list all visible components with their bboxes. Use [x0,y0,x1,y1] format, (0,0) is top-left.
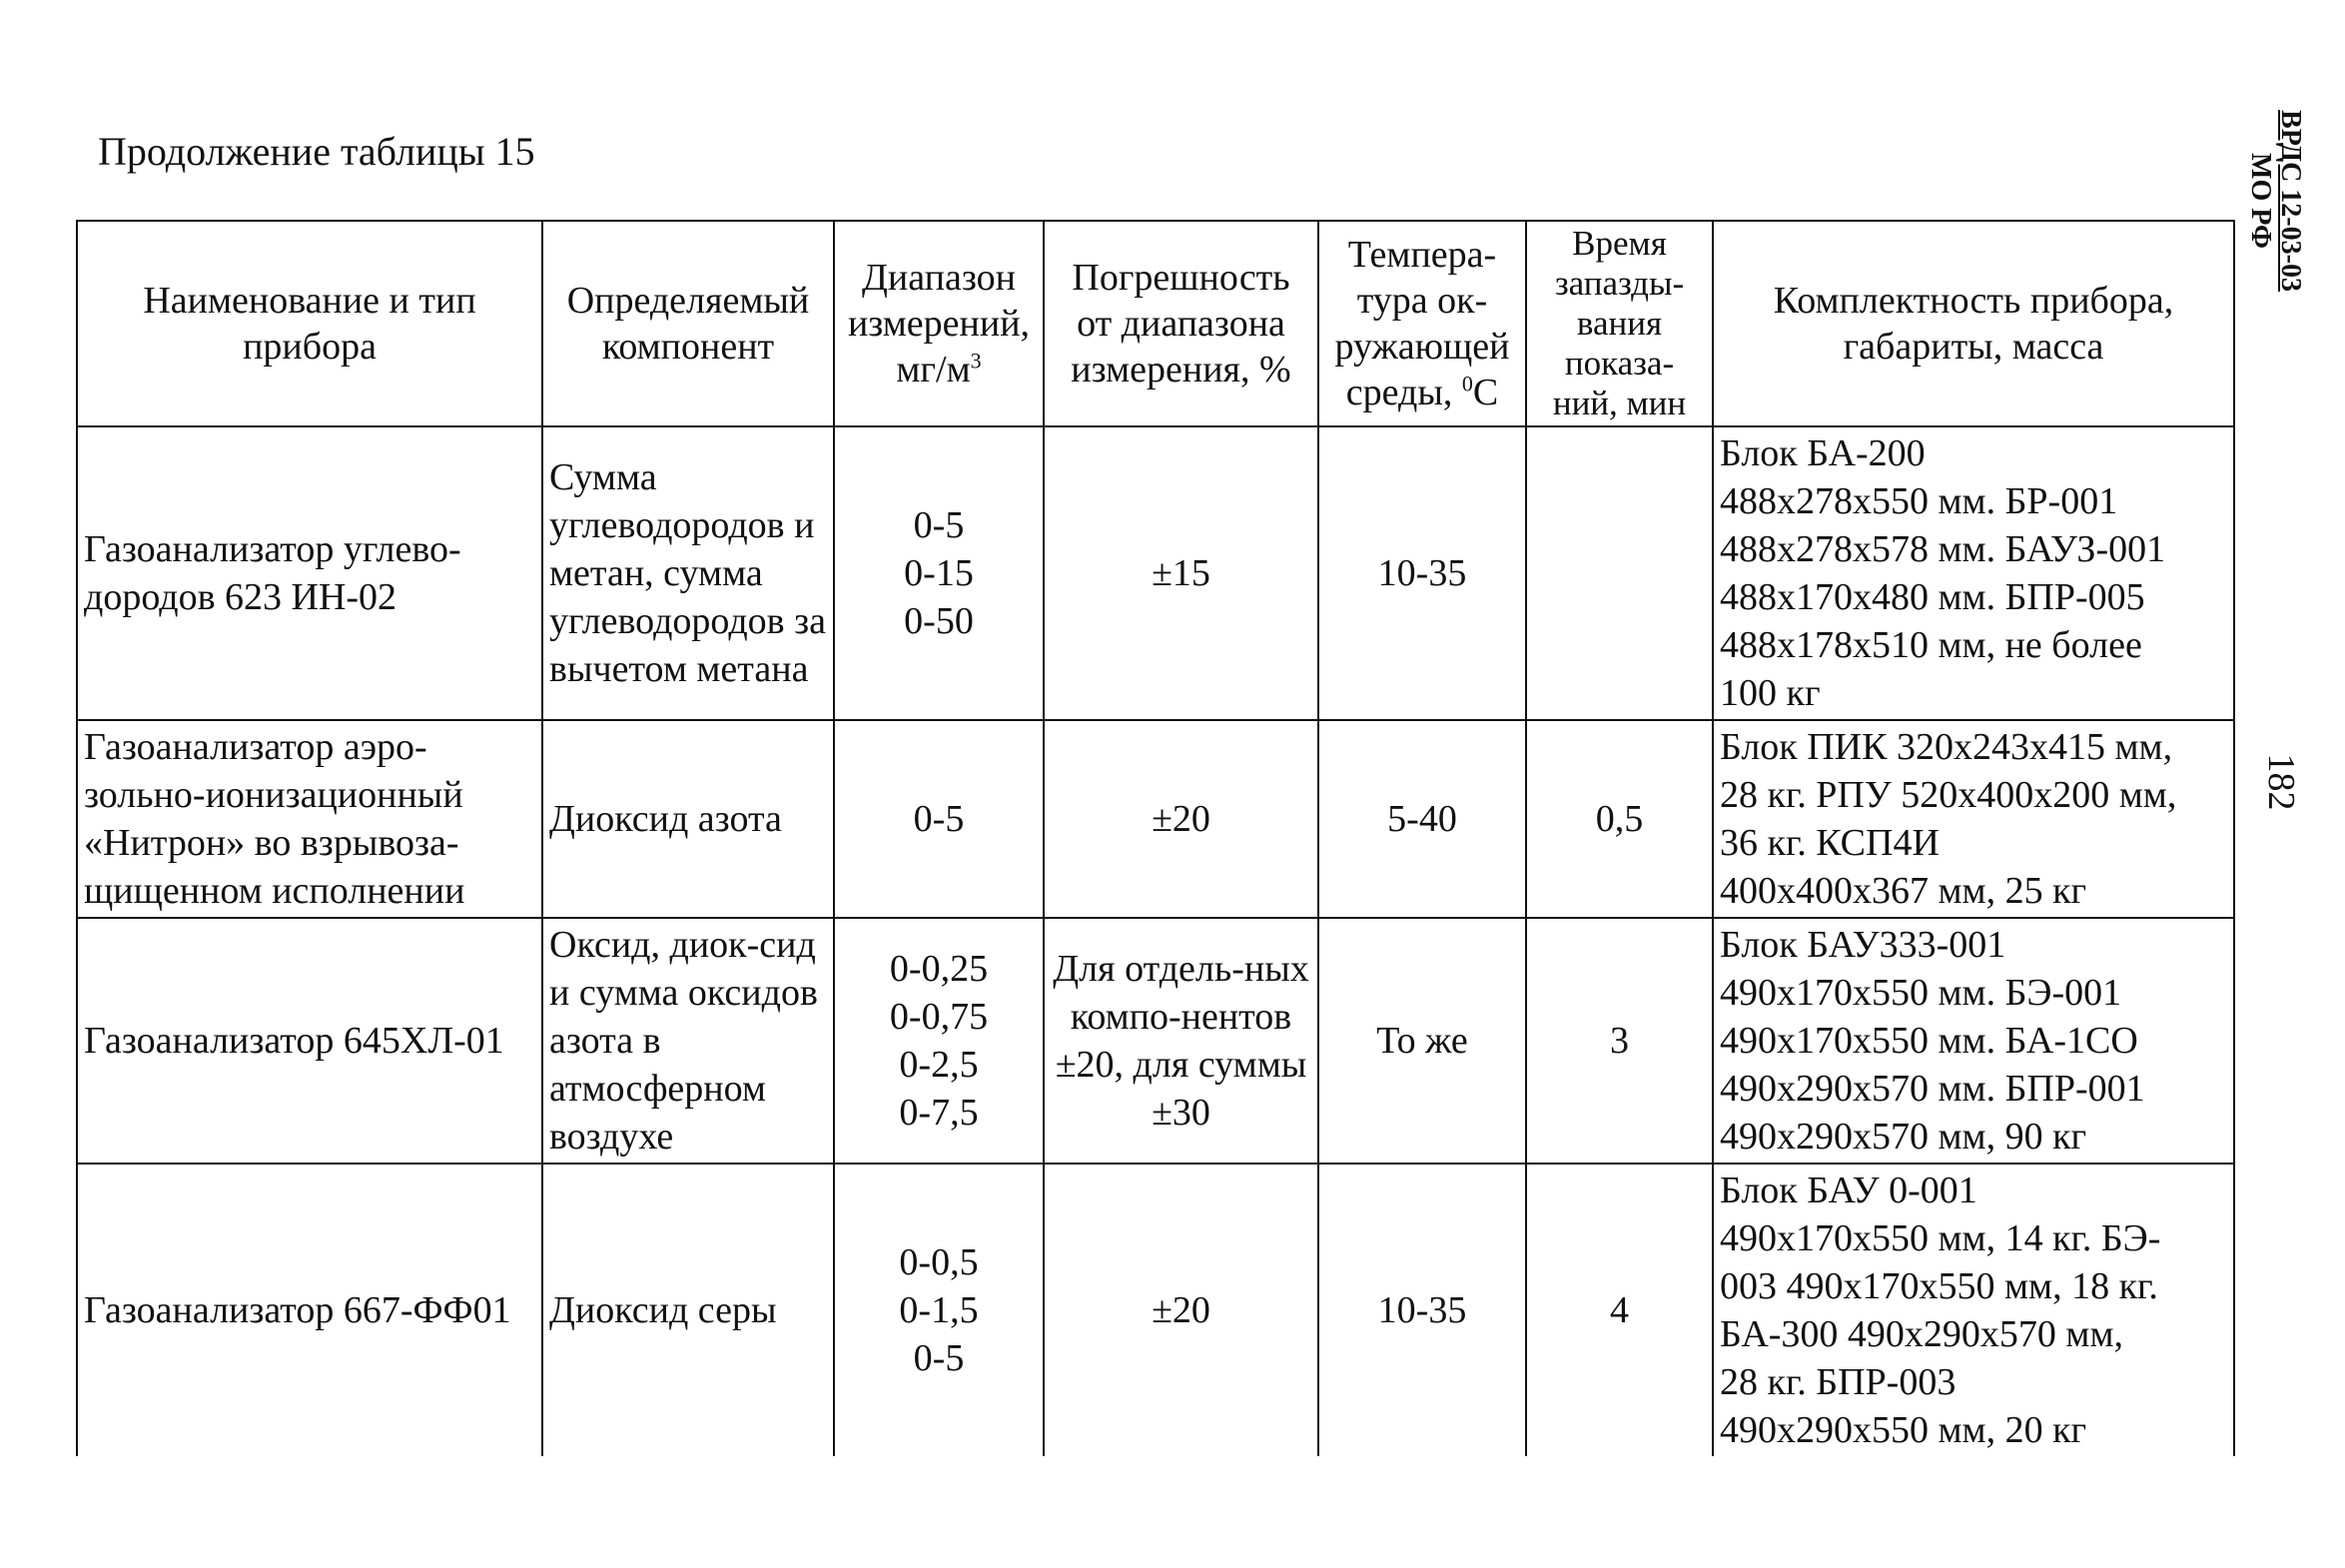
cell-temperature: 10-35 [1318,1164,1526,1456]
table-row [77,720,2234,918]
table-row [77,426,2234,720]
cell-range: 0-5 [834,720,1044,918]
cell-kit: Блок БАУ333-001 490x170x550 мм. БЭ-001 490x170x550 мм. БА-1СО 490x290x570 мм. БПР-001 490x290x570 мм, 90 кг [1713,918,2234,1164]
cell-delay: 0,5 [1526,720,1713,918]
cell-delay [1526,426,1713,720]
cell-error: Для отдель-ных компо-нентов ±20, для суммы ±30 [1044,918,1318,1164]
cell-temperature: 5-40 [1318,720,1526,918]
cell-name: Газоанализатор 667-ФФ01 [77,1164,542,1456]
cell-name: Газоанализатор углево-дородов 623 ИН-02 [77,426,542,720]
header-kit: Комплектность прибора, габариты, масса [1713,221,2234,426]
header-range-text: Диапазон измерений, мг/м [847,257,1031,391]
header-temperature-text: Темпера-тура ок-ружающей среды, [1334,234,1510,413]
cell-kit: Блок БА-200 488x278x550 мм. БР-001 488x278x578 мм. БАУЗ-001 488x170x480 мм. БПР-005 488x178x510 мм, не более 100 кг [1713,426,2234,720]
cell-range: 0-0,5 0-1,5 0-5 [834,1164,1044,1456]
cell-component: Диоксид серы [542,1164,834,1456]
header-component: Определяемый компонент [542,221,834,426]
cell-range: 0-5 0-15 0-50 [834,426,1044,720]
page-number [2261,747,2301,817]
cell-error: ±20 [1044,720,1318,918]
page-number-text: 182 [2260,753,2302,811]
instruments-table [76,220,2235,1456]
document-code-line1: ВРДС 12-03-03 [2275,110,2306,292]
cell-component: Оксид, диок-сид и сумма оксидов азота в атмосферном воздухе [542,918,834,1164]
header-range-sup: 3 [970,348,982,374]
cell-component: Сумма углеводородов и метан, сумма углеводородов за вычетом метана [542,426,834,720]
header-range [834,221,1044,426]
table-row [77,918,2234,1164]
header-name: Наименование и тип прибора [77,221,542,426]
table-caption: Продолжение таблицы 15 [98,129,535,174]
document-code [2235,96,2315,306]
header-delay: Время запазды-вания показа-ний, мин [1526,221,1713,426]
cell-kit: Блок ПИК 320x243x415 мм, 28 кг. РПУ 520x400x200 мм, 36 кг. КСП4И 400x400x367 мм, 25 кг [1713,720,2234,918]
header-temperature-unit: С [1472,372,1499,413]
cell-name: Газоанализатор аэро-зольно-ионизационный «Нитрон» во взрывоза-щищенном исполнении [77,720,542,918]
cell-temperature: 10-35 [1318,426,1526,720]
cell-temperature: То же [1318,918,1526,1164]
cell-delay: 3 [1526,918,1713,1164]
header-temperature-sup: 0 [1461,371,1473,396]
table-row [77,1164,2234,1456]
cell-delay: 4 [1526,1164,1713,1456]
cell-range: 0-0,25 0-0,75 0-2,5 0-7,5 [834,918,1044,1164]
cell-error: ±15 [1044,426,1318,720]
cell-component: Диоксид азота [542,720,834,918]
header-temperature [1318,221,1526,426]
document-code-line2: МО РФ [2245,153,2276,249]
cell-name: Газоанализатор 645ХЛ-01 [77,918,542,1164]
cell-kit: Блок БАУ 0-001 490x170x550 мм, 14 кг. БЭ- 003 490x170x550 мм, 18 кг. БА-300 490x290x570 мм, 28 кг. БПР-003 490x290x550 мм, 20 кг [1713,1164,2234,1456]
header-row [77,221,2234,426]
cell-error: ±20 [1044,1164,1318,1456]
header-error: Погрешность от диапазона измерения, % [1044,221,1318,426]
